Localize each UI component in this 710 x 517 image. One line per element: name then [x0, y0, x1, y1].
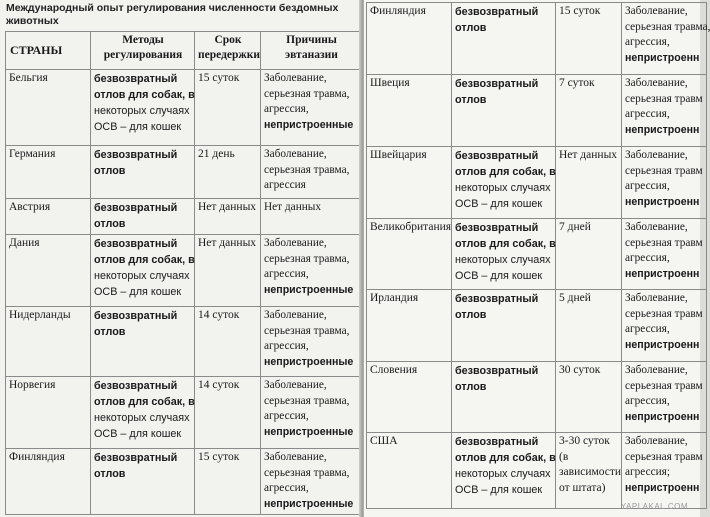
method-line: безвозвратный: [94, 149, 178, 161]
reasons-line: агрессия,: [625, 36, 670, 49]
method-line: отлов: [455, 381, 487, 393]
reasons-line: агрессия,: [625, 395, 670, 408]
header-methods-line1: Методы: [122, 34, 164, 46]
reasons-line: агрессия: [264, 179, 306, 192]
left-table: [5, 31, 362, 515]
reasons-cell: [261, 235, 362, 307]
reasons-cell: [261, 199, 362, 235]
reasons-line: Заболевание,: [625, 364, 688, 376]
reasons-line: агрессия,: [625, 180, 670, 193]
reasons-cell: [261, 307, 362, 377]
term-line: 14 суток: [198, 379, 240, 391]
method-line: отлов для собак, в: [94, 89, 195, 101]
term-line: 15 суток: [559, 5, 601, 17]
method-cell: [452, 3, 556, 75]
term-line: 21 день: [198, 148, 235, 160]
reasons-cell: [622, 362, 707, 433]
method-line: безвозвратный: [94, 202, 178, 214]
method-line: отлов: [94, 165, 126, 177]
country-cell: Германия: [6, 146, 91, 199]
term-line: 15 суток: [198, 451, 240, 463]
term-cell: [195, 449, 261, 515]
method-cell: [91, 449, 195, 515]
reasons-line: Заболевание,: [625, 435, 688, 447]
right-table-body: [367, 3, 710, 509]
header-term: [195, 32, 261, 70]
term-line: (в: [559, 450, 569, 463]
reasons-line: серьезная травма,: [264, 324, 350, 337]
header-reasons-line1: Причины: [286, 34, 337, 46]
country-cell: Ирландия: [367, 290, 452, 362]
reasons-line: непристроенные: [264, 283, 354, 296]
reasons-line: непристроенн: [625, 410, 700, 423]
term-cell: [556, 147, 622, 219]
method-cell: [452, 433, 556, 509]
method-cell: [452, 75, 556, 147]
reasons-line: агрессия,: [264, 482, 309, 495]
reasons-line: Заболевание,: [264, 379, 327, 391]
header-reasons: [261, 32, 362, 70]
country-cell: Великобритания: [367, 219, 452, 290]
term-line: 7 дней: [559, 221, 591, 233]
reasons-line: непристроенн: [625, 267, 700, 280]
reasons-cell: [622, 75, 707, 147]
term-line: 7 суток: [559, 77, 595, 89]
header-term-line1: Срок: [214, 34, 242, 46]
term-line: 5 дней: [559, 292, 591, 304]
table-row: [367, 290, 707, 362]
country-cell: Дания: [6, 235, 91, 307]
method-line: ОСВ – для кошек: [455, 270, 543, 282]
method-line: ОСВ – для кошек: [94, 428, 182, 440]
table-row: [367, 362, 707, 433]
table-row: [6, 146, 362, 199]
method-cell: [452, 290, 556, 362]
table-row: [367, 219, 707, 290]
term-line: 15 суток: [198, 72, 240, 84]
table-row: [6, 377, 362, 449]
table-row: [367, 3, 707, 75]
reasons-line: непристроенн: [625, 51, 700, 64]
header-methods-line2: регулирования: [103, 49, 183, 61]
reasons-line: серьезная травма,: [264, 466, 350, 479]
term-cell: [195, 235, 261, 307]
reasons-line: Заболевание,: [264, 72, 327, 84]
term-line: Нет данных: [198, 237, 257, 249]
method-cell: [91, 377, 195, 449]
reasons-line: Заболевание,: [264, 148, 327, 160]
reasons-line: непристроенные: [264, 118, 354, 131]
method-cell: [91, 199, 195, 235]
reasons-line: Заболевание,: [264, 451, 327, 463]
reasons-line: агрессия,: [625, 252, 670, 265]
reasons-line: непристроенн: [625, 338, 700, 351]
reasons-line: Заболевание,: [264, 309, 327, 321]
reasons-line: серьезная травм: [625, 379, 703, 392]
header-country: СТРАНЫ: [6, 32, 91, 70]
term-line: Нет данных: [559, 149, 618, 161]
reasons-line: серьезная травм: [625, 450, 703, 463]
method-line: отлов для собак, в: [455, 166, 556, 178]
reasons-line: агрессия,: [625, 108, 670, 121]
left-table-body: [6, 70, 362, 515]
page-heading: Международный опыт регулирования численности бездомных животных: [6, 2, 339, 27]
method-line: отлов: [94, 326, 126, 338]
table-row: [6, 199, 362, 235]
method-cell: [452, 219, 556, 290]
country-cell: Норвегия: [6, 377, 91, 449]
country-cell: Швейцария: [367, 147, 452, 219]
term-line: от штата): [559, 481, 606, 494]
reasons-cell: [261, 449, 362, 515]
country-cell: Нидерланды: [6, 307, 91, 377]
method-cell: [91, 235, 195, 307]
method-cell: [452, 362, 556, 433]
country-cell: Швеция: [367, 75, 452, 147]
watermark: YAPLAKAL.COM: [620, 502, 688, 511]
method-line: некоторых случаях: [94, 412, 190, 424]
term-cell: [556, 433, 622, 509]
method-line: отлов: [455, 22, 487, 34]
method-line: ОСВ – для кошек: [455, 484, 543, 496]
term-line: 3-30 суток: [559, 435, 610, 447]
method-line: отлов для собак, в: [455, 452, 556, 464]
reasons-line: непристроенн: [625, 481, 700, 494]
reasons-line: агрессия,: [625, 323, 670, 336]
method-line: безвозвратный: [455, 222, 539, 234]
method-line: безвозвратный: [455, 365, 539, 377]
reasons-line: серьезная травм: [625, 307, 703, 320]
header-term-line2: передержки: [198, 49, 260, 61]
table-row: [367, 433, 707, 509]
term-cell: [195, 70, 261, 146]
table-row: [367, 75, 707, 147]
table-row: [6, 70, 362, 146]
country-cell: США: [367, 433, 452, 509]
reasons-line: серьезная травма,: [625, 20, 710, 33]
term-line: 30 суток: [559, 364, 601, 376]
table-row: [367, 147, 707, 219]
reasons-line: агрессия,: [264, 340, 309, 353]
reasons-line: серьезная травм: [625, 164, 703, 177]
country-cell: Словения: [367, 362, 452, 433]
term-cell: [556, 362, 622, 433]
method-line: отлов: [455, 94, 487, 106]
reasons-cell: [622, 219, 707, 290]
reasons-line: Заболевание,: [625, 5, 688, 17]
method-line: безвозвратный: [94, 238, 178, 250]
term-cell: [556, 75, 622, 147]
reasons-line: непристроенные: [264, 355, 354, 368]
method-line: некоторых случаях: [94, 270, 190, 282]
term-cell: [195, 146, 261, 199]
reasons-cell: [261, 70, 362, 146]
term-cell: [195, 199, 261, 235]
term-cell: [556, 290, 622, 362]
method-line: безвозвратный: [455, 6, 539, 18]
term-line: зависимости: [559, 466, 622, 478]
reasons-line: агрессия,: [264, 410, 309, 423]
method-line: некоторых случаях: [455, 182, 551, 194]
table-row: [6, 449, 362, 515]
reasons-line: Заболевание,: [625, 149, 688, 161]
term-cell: [195, 307, 261, 377]
right-table: [366, 2, 710, 509]
method-line: ОСВ – для кошек: [94, 286, 182, 298]
method-line: отлов для собак, в: [94, 396, 195, 408]
method-line: безвозвратный: [94, 452, 178, 464]
method-line: безвозвратный: [94, 380, 178, 392]
method-line: отлов: [94, 218, 126, 230]
reasons-line: агрессия,: [264, 268, 309, 281]
method-line: некоторых случаях: [94, 105, 190, 117]
reasons-line: Заболевание,: [625, 292, 688, 304]
method-line: отлов для собак, в: [94, 254, 195, 266]
method-line: отлов: [455, 309, 487, 321]
method-line: отлов: [94, 468, 126, 480]
reasons-line: Нет данных: [264, 201, 322, 213]
method-cell: [452, 147, 556, 219]
method-line: безвозвратный: [94, 310, 178, 322]
header-methods: [91, 32, 195, 70]
reasons-line: Заболевание,: [264, 237, 327, 249]
reasons-line: серьезная травма,: [264, 163, 350, 176]
reasons-line: серьезная травм: [625, 236, 703, 249]
right-page: [364, 0, 710, 517]
reasons-line: серьезная травма,: [264, 252, 350, 265]
term-cell: [195, 377, 261, 449]
method-cell: [91, 307, 195, 377]
method-line: безвозвратный: [455, 293, 539, 305]
country-cell: Бельгия: [6, 70, 91, 146]
reasons-cell: [261, 146, 362, 199]
method-line: безвозвратный: [94, 73, 178, 85]
reasons-cell: [622, 147, 707, 219]
method-cell: [91, 146, 195, 199]
term-cell: [556, 219, 622, 290]
reasons-cell: [261, 377, 362, 449]
reasons-line: Заболевание,: [625, 221, 688, 233]
reasons-cell: [622, 3, 710, 75]
term-line: Нет данных: [198, 201, 257, 213]
header-row: [6, 32, 362, 70]
term-cell: [556, 3, 622, 75]
reasons-line: непристроенные: [264, 497, 354, 510]
method-cell: [91, 70, 195, 146]
table-row: [6, 307, 362, 377]
country-cell: Австрия: [6, 199, 91, 235]
term-line: 14 суток: [198, 309, 240, 321]
reasons-cell: [622, 433, 707, 509]
reasons-line: непристроенн: [625, 123, 700, 136]
reasons-line: агрессия,: [264, 103, 309, 116]
header-reasons-line2: эвтаназии: [285, 49, 338, 61]
method-line: отлов для собак, в: [455, 238, 556, 250]
reasons-line: серьезная травма,: [264, 87, 350, 100]
reasons-line: Заболевание,: [625, 77, 688, 89]
reasons-cell: [622, 290, 707, 362]
reasons-line: серьезная травм: [625, 92, 703, 105]
table-row: [6, 235, 362, 307]
method-line: некоторых случаях: [455, 468, 551, 480]
method-line: ОСВ – для кошек: [455, 198, 543, 210]
method-line: безвозвратный: [455, 150, 539, 162]
reasons-line: непристроенные: [264, 425, 354, 438]
method-line: ОСВ – для кошек: [94, 121, 182, 133]
method-line: некоторых случаях: [455, 254, 551, 266]
reasons-line: агрессия;: [625, 466, 671, 479]
country-cell: Финляндия: [6, 449, 91, 515]
reasons-line: непристроенн: [625, 195, 700, 208]
method-line: безвозвратный: [455, 78, 539, 90]
country-cell: Финляндия: [367, 3, 452, 75]
reasons-line: серьезная травма,: [264, 394, 350, 407]
method-line: безвозвратный: [455, 436, 539, 448]
